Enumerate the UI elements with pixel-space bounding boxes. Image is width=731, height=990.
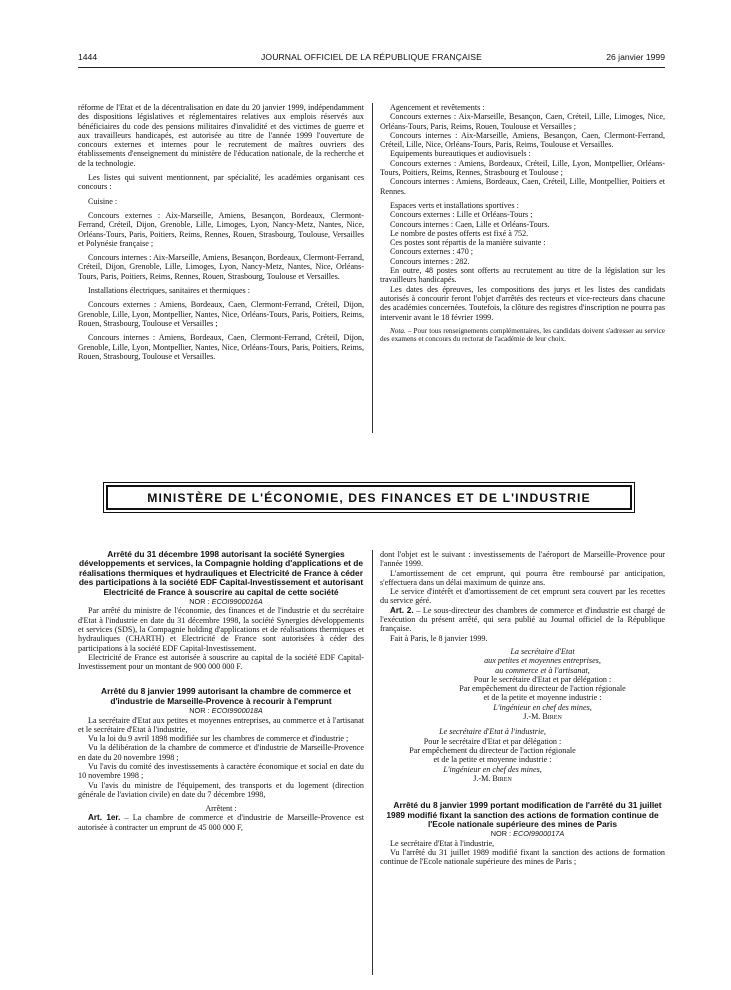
signature-block: Le secrétaire d'Etat à l'industrie, Pour le secrétaire d'Etat et par délégation : Par empêchement du directeur de l'action régionale et de la petite et moyenne industrie : L'ingénieur en chef des mines, J.-M. Biren <box>409 727 576 783</box>
paragraph: Les dates des épreuves, les compositions des jurys et les listes des candidats autorisés à concourir feront l'objet d'arrêtés des recteurs et vice-recteurs dans chacune des académies concernées. Toutefois, la clôture des registres d'inscription ne pourra pas intervenir avant le 18 février 1999. <box>380 284 665 322</box>
paragraph: Concours internes : Amiens, Bordeaux, Caen, Clermont-Ferrand, Créteil, Dijon, Grenoble, Lille, Lyon, Montpellier, Nantes, Nice, Orléans-Tours, Paris, Poitiers, Reims, Rouen, Strasbourg, Toulouse et Versailles. <box>78 333 364 361</box>
paragraph: Concours internes : Aix-Marseille, Amiens, Besançon, Caen, Clermont-Ferrand, Créteil, Lille, Nice, Orléans-Tours, Paris, Reims, Toulouse et Versailles. <box>380 130 665 150</box>
paragraph: Concours internes : Aix-Marseille, Amiens, Besançon, Bordeaux, Clermont-Ferrand, Créteil, Dijon, Grenoble, Lille, Limoges, Lyon, Nancy-Metz, Nantes, Nice, Orléans-Tours, Paris, Poitiers, Reims, Rennes, Rouen, Strasbourg, Toulouse et Versailles. <box>78 253 364 281</box>
arrete-title: Arrêté du 8 janvier 1999 autorisant la chambre de commerce et d'industrie de Marseille-Provence à recourir à l'emprunt <box>101 686 351 706</box>
specialty-heading: Agencement et revêtements : <box>390 103 485 112</box>
paragraph: Vu la loi du 9 avril 1898 modifiée sur les chambres de commerce et d'industrie ; <box>88 734 349 744</box>
paragraph: Vu la délibération de la chambre de commerce et d'industrie de Marseille-Provence en date du 20 novembre 1998 ; <box>78 743 364 762</box>
article-2: Art. 2. – Le sous-directeur des chambres de commerce et d'industrie est chargé de l'exécution du présent arrêté, qui sera publié au Journal officiel de la République française. <box>380 605 666 634</box>
paragraph: Concours externes : Amiens, Bordeaux, Créteil, Lille, Lyon, Montpellier, Orléans-Tours, Poitiers, Reims, Rennes, Strasbourg et Toulouse ; <box>380 158 665 178</box>
nor-reference: NOR : ECOI9900018A <box>189 706 263 716</box>
paragraph: Vu l'avis du ministre de l'équipement, des transports et du logement (direction générale de l'aviation civile) en date du 7 décembre 1998, <box>78 780 364 799</box>
header-rule <box>78 67 665 68</box>
paragraph: Concours internes : 282. <box>390 256 470 266</box>
signature-block: La secrétaire d'Etat aux petites et moyennes entreprises, au commerce et à l'artisanat, Pour le secrétaire d'Etat et par délégation : Par empêchement du directeur de l'action régionale et de la petite et moyenne industrie : L'ingénieur en chef des mines, J.-M. Biren <box>459 646 626 722</box>
column-top-right <box>380 103 665 344</box>
publication-date: 26 janvier 1999 <box>606 52 665 62</box>
paragraph: réforme de l'Etat et de la décentralisation en date du 20 janvier 1999, indépendamment des dispositions législatives et réglementaires relatives aux emplois réservés aux bénéficiaires du code des pensions militaires d'invalidité et des victimes de guerre et aux travailleurs handicapés, est autorisée au titre de l'année 1999 l'ouverture de concours externes et internes pour le recrutement de maîtres ouvriers des établissements d'enseignement du ministère de l'éducation nationale, de la recherche et de la technologie. <box>78 103 364 168</box>
specialty-heading: Equipements bureautiques et audiovisuels : <box>390 149 531 159</box>
paragraph: Concours internes : Caen, Lille et Orléans-Tours. <box>390 219 550 229</box>
paragraph: Concours externes : Aix-Marseille, Besançon, Caen, Créteil, Lille, Limoges, Nice, Orléans-Tours, Paris, Reims, Rouen, Toulouse et Versailles ; <box>380 112 665 131</box>
paragraph: L'amortissement de cet emprunt, qui pourra être remboursé par anticipation, s'effectuera dans un délai maximum de quinze ans. <box>380 568 665 587</box>
specialty-heading: Espaces verts et installations sportives : <box>390 200 519 210</box>
column-divider <box>372 550 373 975</box>
paragraph: Vu l'avis du comité des investissements à caractère économique et social en date du 10 novembre 1998 ; <box>78 762 364 781</box>
column-bottom-right <box>380 550 665 867</box>
paragraph: Concours externes : Amiens, Bordeaux, Caen, Clermont-Ferrand, Créteil, Dijon, Grenoble, Lille, Lyon, Montpellier, Nantes, Nice, Orléans-Tours, Paris, Poitiers, Reims, Rouen, Strasbourg, Toulouse et Versailles ; <box>78 300 364 328</box>
column-top-left <box>78 103 364 361</box>
nota <box>380 327 665 344</box>
arrete-title: Arrêté du 8 janvier 1999 portant modification de l'arrêté du 31 juillet 1989 modifié fixant la sanction des actions de formation continue de l'Ecole nationale supérieure des mines de Paris <box>386 800 662 829</box>
paragraph: Les listes qui suivent mentionnent, par spécialité, les académies organisant ces concours : <box>78 173 364 192</box>
article-1: Art. 1er. – La chambre de commerce et d'industrie de Marseille-Provence est autorisée à contracter un emprunt de 45 000 000 F, <box>78 813 364 832</box>
signature-place-date: Fait à Paris, le 8 janvier 1999. <box>390 633 488 643</box>
paragraph: Par arrêté du ministre de l'économie, des finances et de l'industrie et du secrétaire d'Etat à l'industrie en date du 31 décembre 1998, la société Synergies développements et services (SDS), la Compagnie holding d'applications et de réalisations thermiques et hydrauliques (CHARTH) et Electricité de France sont autorisées à céder des participations à la société EDF Capital-Investissement. <box>78 606 364 653</box>
paragraph: Concours externes : Aix-Marseille, Amiens, Besançon, Bordeaux, Clermont-Ferrand, Créteil, Dijon, Grenoble, Lille, Limoges, Lyon, Nancy-Metz, Nantes, Nice, Orléans-Tours, Paris, Poitiers, Reims, Rennes, Rouen, Strasbourg, Toulouse, Versailles et Polynésie française ; <box>78 210 364 248</box>
paragraph: Concours externes : Lille et Orléans-Tours ; <box>390 210 533 220</box>
paragraph: Concours externes : 470 ; <box>390 247 474 257</box>
nor-reference: NOR : ECOI9900017A <box>490 829 565 839</box>
arretent: Arrêtent : <box>205 804 237 814</box>
nota-label: Nota. <box>390 326 406 335</box>
journal-title: JOURNAL OFFICIEL DE LA RÉPUBLIQUE FRANÇAISE <box>261 52 482 62</box>
ministry-banner: MINISTÈRE DE L'ÉCONOMIE, DES FINANCES ET DE L'INDUSTRIE <box>106 485 632 510</box>
paragraph: Concours internes : Amiens, Bordeaux, Caen, Créteil, Lille, Montpellier, Poitiers et Rennes. <box>380 177 665 196</box>
paragraph: En outre, 48 postes sont offerts au recrutement au titre de la législation sur les travailleurs handicapés. <box>380 266 665 285</box>
paragraph: Le secrétaire d'Etat à l'industrie, <box>390 838 495 848</box>
column-divider <box>372 103 373 433</box>
paragraph: Ces postes sont répartis de la manière suivante : <box>390 238 546 248</box>
page-header <box>78 52 665 66</box>
column-bottom-left <box>78 550 364 832</box>
paragraph: dont l'objet est le suivant : investissements de l'aéroport de Marseille-Provence pour l'année 1999. <box>380 550 665 569</box>
page-number: 1444 <box>78 52 98 62</box>
paragraph: Vu l'arrêté du 31 juillet 1989 modifié fixant la sanction des actions de formation continue de l'Ecole nationale supérieure des mines de Paris ; <box>380 847 665 867</box>
paragraph: Electricité de France est autorisée à souscrire au capital de la société EDF Capital-Investissement pour un montant de 900 000 000 F. <box>78 652 364 672</box>
specialty-heading: Installations électriques, sanitaires et thermiques : <box>88 286 251 296</box>
paragraph: Le nombre de postes offerts est fixé à 752. <box>390 228 529 238</box>
paragraph: Le service d'intérêt et d'amortissement de cet emprunt sera couvert par les recettes du service géré. <box>380 587 665 606</box>
arrete-title: Arrêté du 31 décembre 1998 autorisant la société Synergies développements et services, la Compagnie holding d'applications et de réalisations thermiques et hydrauliques et Electricité de France à céder des participations à la société EDF Capital-Investissement et autorisant Electricité de France à souscrire au capital de cette société <box>78 549 364 597</box>
nota-text: – Pour tous renseignements complémentaires, les candidats doivent s'adresser au service des examens et concours du rectorat de l'académie de leur choix. <box>380 326 665 344</box>
specialty-heading: Cuisine : <box>88 196 118 206</box>
nor-reference: NOR : ECOI9900016A <box>189 597 263 607</box>
paragraph: La secrétaire d'Etat aux petites et moyennes entreprises, au commerce et à l'artisanat et le secrétaire d'Etat à l'industrie, <box>78 715 364 734</box>
